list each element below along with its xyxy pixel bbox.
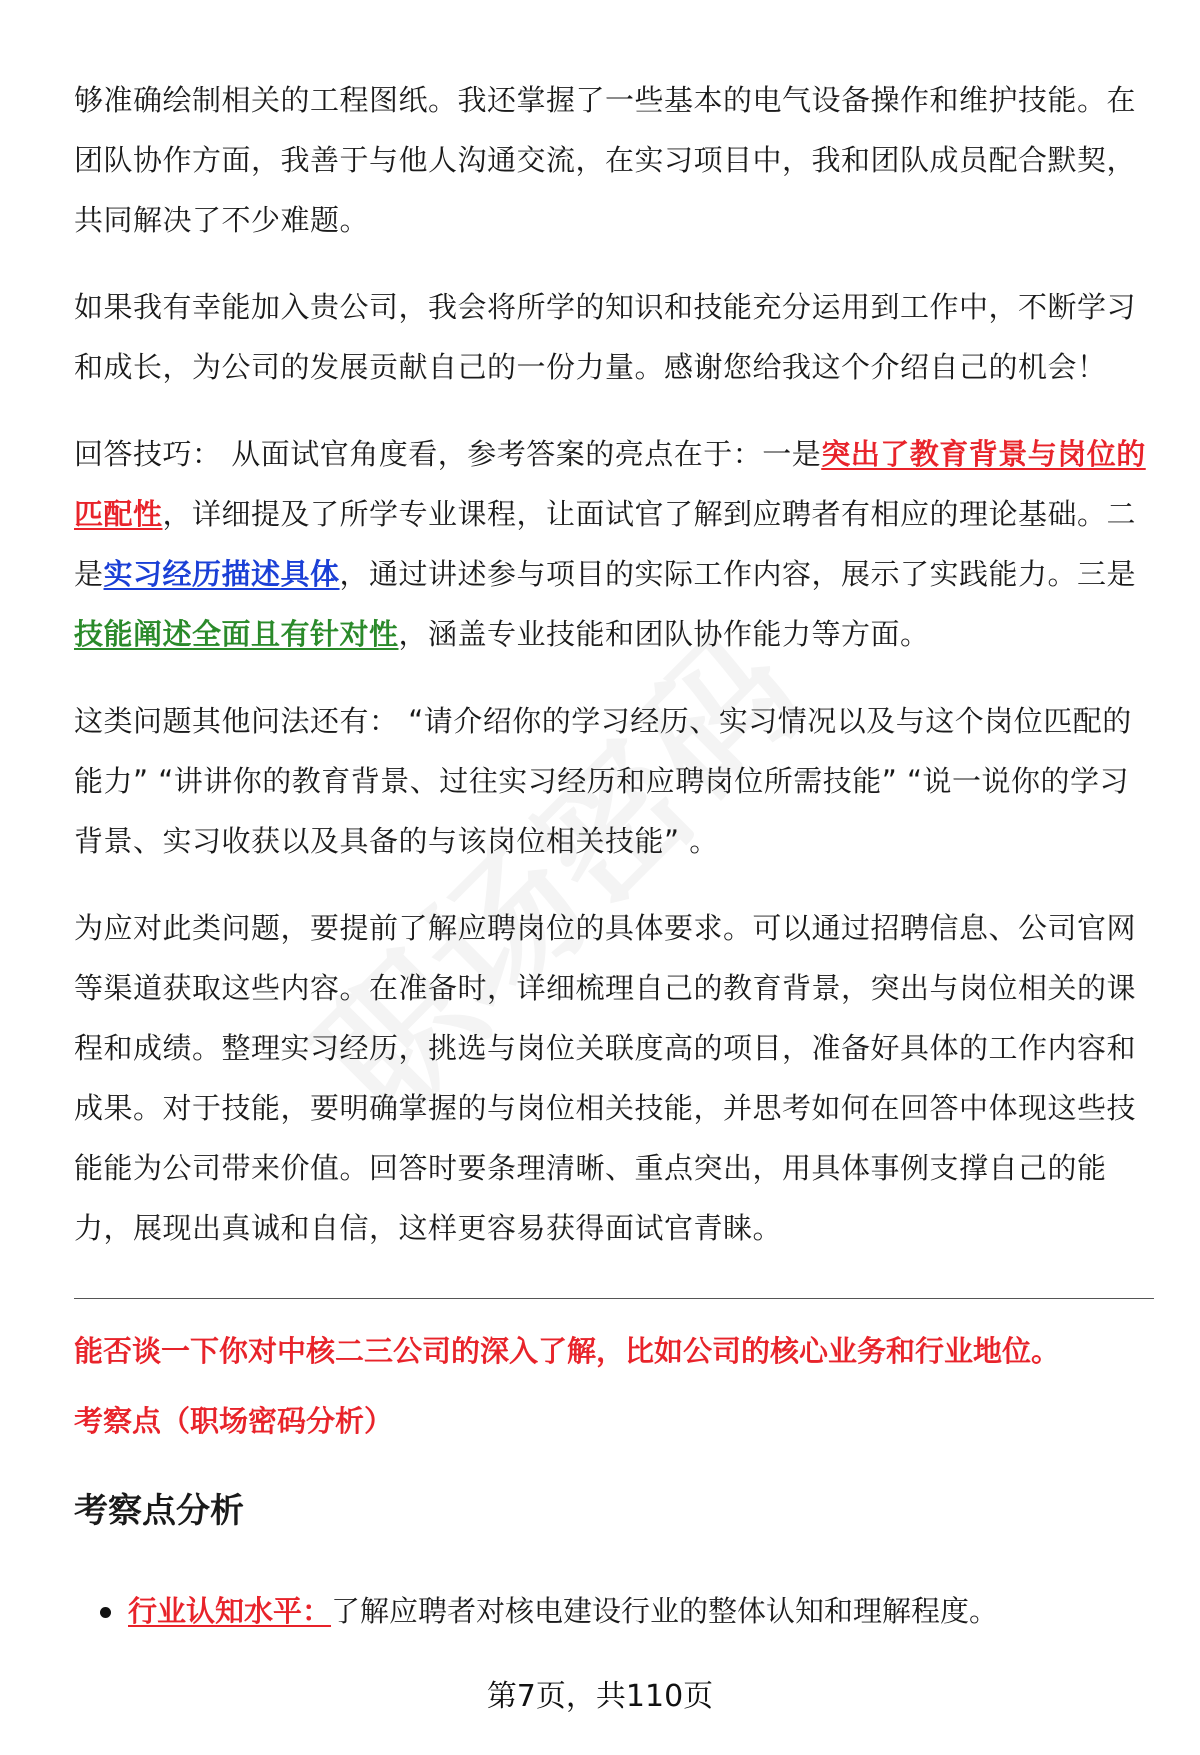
assessment-point-subheading: 考察点（职场密码分析）: [74, 1404, 394, 1438]
paragraph-answer-tips: [74, 424, 1154, 664]
paragraph-closing: 如果我有幸能加入贵公司，我会将所学的知识和技能充分运用到工作中，不断学习和成长，为公司的发展贡献自己的一份力量。感谢您给我这个介绍自己的机会！: [74, 290, 1137, 384]
section-divider: [74, 1298, 1154, 1299]
page-footer: 第7页，共110页: [486, 1679, 714, 1714]
bullet-text: 了解应聘者对核电建设行业的整体认知和理解程度。: [331, 1594, 999, 1628]
tips-text-3: ，通过讲述参与项目的实际工作内容，展示了实践能力。三是: [339, 557, 1137, 591]
tips-text-4: ，涵盖专业技能和团队协作能力等方面。: [398, 617, 930, 651]
paragraph-skills-continued: 够准确绘制相关的工程图纸。我还掌握了一些基本的电气设备操作和维护技能。在团队协作方面，我善于与他人沟通交流，在实习项目中，我和团队成员配合默契，共同解决了不少难题。: [74, 83, 1137, 237]
section-title: 考察点分析: [74, 1491, 244, 1531]
highlight-education-match: 突出了教育背景与岗位的匹配性: [74, 437, 1146, 531]
paragraph-alternative-questions: 这类问题其他问法还有： “请介绍你的学习经历、实习情况以及与这个岗位匹配的能力” “讲讲你的教育背景、过往实习经历和应聘岗位所需技能” “说一说你的学习背景、实习收获以及具备的与该岗位相关技能” 。: [74, 704, 1132, 858]
assessment-point-list: [74, 1581, 1154, 1641]
bullet-dot-icon: [100, 1607, 111, 1618]
highlight-skills-comprehensive: 技能阐述全面且有针对性: [74, 617, 399, 651]
document-page: [74, 70, 1154, 1641]
paragraph-preparation-advice: 为应对此类问题，要提前了解应聘岗位的具体要求。可以通过招聘信息、公司官网等渠道获取这些内容。在准备时，详细梳理自己的教育背景，突出与岗位相关的课程和成绩。整理实习经历，挑选与岗位关联度高的项目，准备好具体的工作内容和成果。对于技能，要明确掌握的与岗位相关技能，并思考如何在回答中体现这些技能能为公司带来价值。回答时要条理清晰、重点突出，用具体事例支撑自己的能力，展现出真诚和自信，这样更容易获得面试官青睐。: [74, 911, 1137, 1245]
bullet-term: 行业认知水平：: [128, 1594, 332, 1628]
list-item: [74, 1581, 1154, 1641]
tips-text-2: ，详细提及了所学专业课程，让面试官了解到应聘者有相应的理论基础。二是: [74, 497, 1137, 591]
interview-question: 能否谈一下你对中核二三公司的深入了解，比如公司的核心业务和行业地位。: [74, 1334, 1061, 1368]
tips-text-1: 回答技巧： 从面试官角度看，参考答案的亮点在于：一是: [74, 437, 822, 471]
highlight-internship-specific: 实习经历描述具体: [103, 557, 340, 591]
